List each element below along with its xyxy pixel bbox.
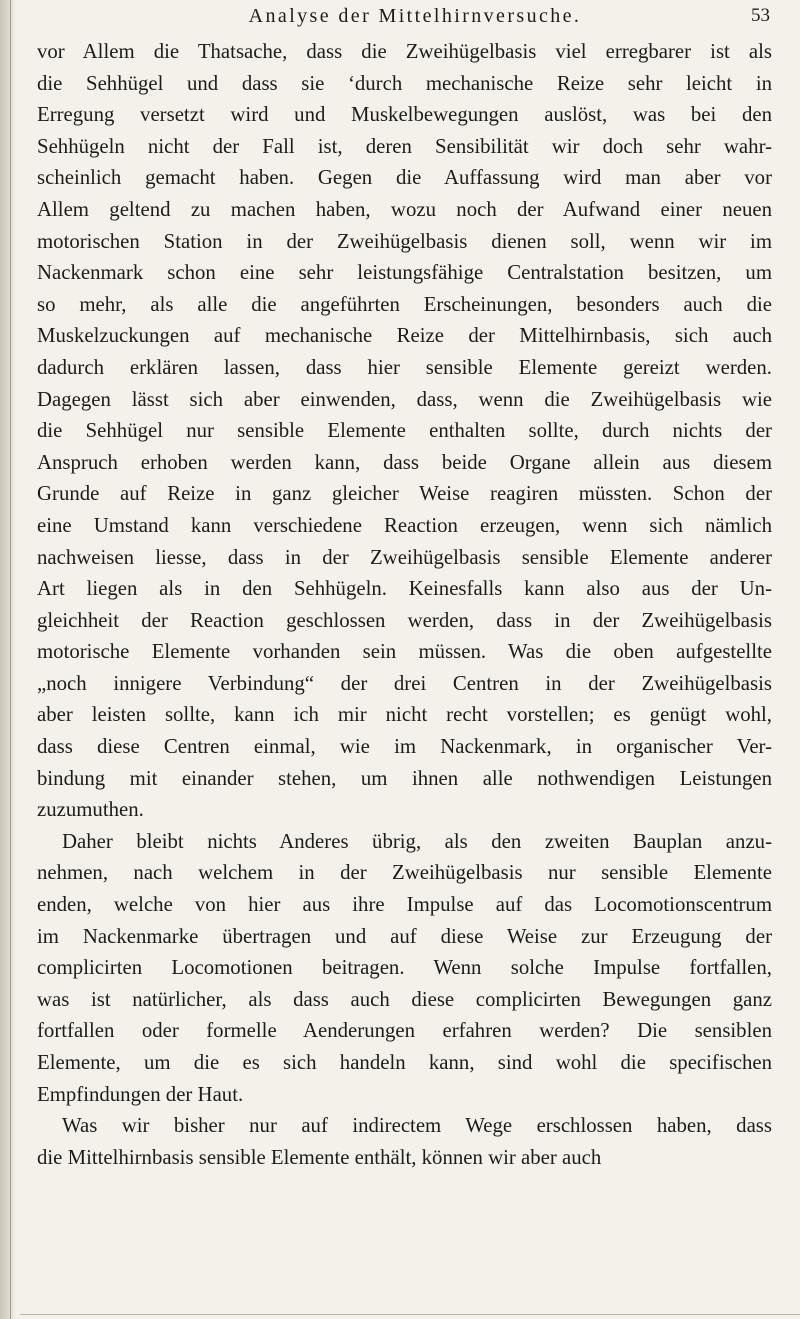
text-line: bindung mit einander stehen, um ihnen alle nothwendigen Leistungen bbox=[37, 766, 772, 790]
text-line: Empfindungen der Haut. bbox=[37, 1082, 244, 1106]
text-line: gleichheit der Reaction geschlossen werden, dass in der Zweihügelbasis bbox=[37, 608, 772, 632]
text-line: Daher bleibt nichts Anderes übrig, als den zweiten Bauplan anzu- bbox=[62, 829, 772, 853]
text-line: vor Allem die Thatsache, dass die Zweihügelbasis viel erregbarer ist als bbox=[37, 40, 772, 63]
text-line: im Nackenmarke übertragen und auf diese Weise zur Erzeugung der bbox=[37, 924, 772, 948]
text-line: aber leisten sollte, kann ich mir nicht recht vorstellen; es genügt wohl, bbox=[37, 703, 772, 727]
text-line: complicirten Locomotionen beitragen. Wenn solche Impulse fortfallen, bbox=[37, 956, 772, 980]
text-line: die Sehhügel nur sensible Elemente enthalten sollte, durch nichts der bbox=[37, 419, 772, 443]
text-line: Nackenmark schon eine sehr leistungsfähige Centralstation besitzen, um bbox=[37, 261, 772, 285]
text-line: Elemente, um die es sich handeln kann, sind wohl die specifischen bbox=[37, 1051, 772, 1074]
text-line: Allem geltend zu machen haben, wozu noch der Aufwand einer neuen bbox=[37, 197, 772, 221]
text-line: nachweisen liesse, dass in der Zweihügelbasis sensible Elemente anderer bbox=[37, 545, 772, 569]
text-line: motorische Elemente vorhanden sein müssen. Was die oben aufgestellte bbox=[37, 640, 772, 664]
text-line: was ist natürlicher, als dass auch diese complicirten Bewegungen ganz bbox=[37, 987, 772, 1011]
text-line: so mehr, als alle die angeführten Erscheinungen, besonders auch die bbox=[37, 292, 772, 316]
text-line: fortfallen oder formelle Aenderungen erfahren werden? Die sensiblen bbox=[37, 1019, 772, 1043]
text-line: Art liegen als in den Sehhügeln. Keinesfalls kann also aus der Un- bbox=[37, 577, 772, 601]
paragraph bbox=[37, 1110, 772, 1173]
text-line: Erregung versetzt wird und Muskelbewegungen auslöst, was bei den bbox=[37, 103, 772, 127]
text-line: Muskelzuckungen auf mechanische Reize der Mittelhirnbasis, sich auch bbox=[37, 324, 772, 348]
page-number: 53 bbox=[751, 5, 770, 26]
running-head bbox=[60, 2, 770, 30]
text-line: die Mittelhirnbasis sensible Elemente enthält, können wir aber auch bbox=[37, 1145, 602, 1169]
text-line: Grunde auf Reize in ganz gleicher Weise reagiren müssten. Schon der bbox=[37, 482, 772, 506]
page-binding-shadow bbox=[0, 0, 16, 1319]
paragraph bbox=[37, 826, 772, 1110]
page-bottom-edge bbox=[20, 1314, 800, 1315]
text-line: „noch innigere Verbindung“ der drei Centren in der Zweihügelbasis bbox=[37, 671, 772, 695]
text-line: dadurch erklären lassen, dass hier sensible Elemente gereizt werden. bbox=[37, 355, 772, 379]
text-line: enden, welche von hier aus ihre Impulse auf das Locomotionscentrum bbox=[37, 893, 772, 917]
text-line: Anspruch erhoben werden kann, dass beide Organe allein aus diesem bbox=[37, 450, 772, 474]
text-line: motorischen Station in der Zweihügelbasis dienen soll, wenn wir im bbox=[37, 229, 772, 253]
text-line: eine Umstand kann verschiedene Reaction erzeugen, wenn sich nämlich bbox=[37, 513, 772, 537]
page-binding-edge bbox=[10, 0, 11, 1319]
body-text bbox=[37, 36, 772, 1173]
text-line: scheinlich gemacht haben. Gegen die Auffassung wird man aber vor bbox=[37, 166, 772, 190]
paragraph bbox=[37, 36, 772, 826]
text-line: Sehhügeln nicht der Fall ist, deren Sensibilität wir doch sehr wahr- bbox=[37, 134, 772, 158]
text-line: dass diese Centren einmal, wie im Nackenmark, in organischer Ver- bbox=[37, 735, 772, 759]
text-line: Was wir bisher nur auf indirectem Wege erschlossen haben, dass bbox=[62, 1114, 772, 1138]
running-head-title: Analyse der Mittelhirnversuche. bbox=[248, 5, 582, 27]
text-line: die Sehhügel und dass sie ‘durch mechanische Reize sehr leicht in bbox=[37, 71, 772, 95]
text-line: zuzumuthen. bbox=[37, 798, 144, 822]
text-line: Dagegen lässt sich aber einwenden, dass, wenn die Zweihügelbasis wie bbox=[37, 387, 772, 411]
text-line: nehmen, nach welchem in der Zweihügelbasis nur sensible Elemente bbox=[37, 861, 772, 885]
